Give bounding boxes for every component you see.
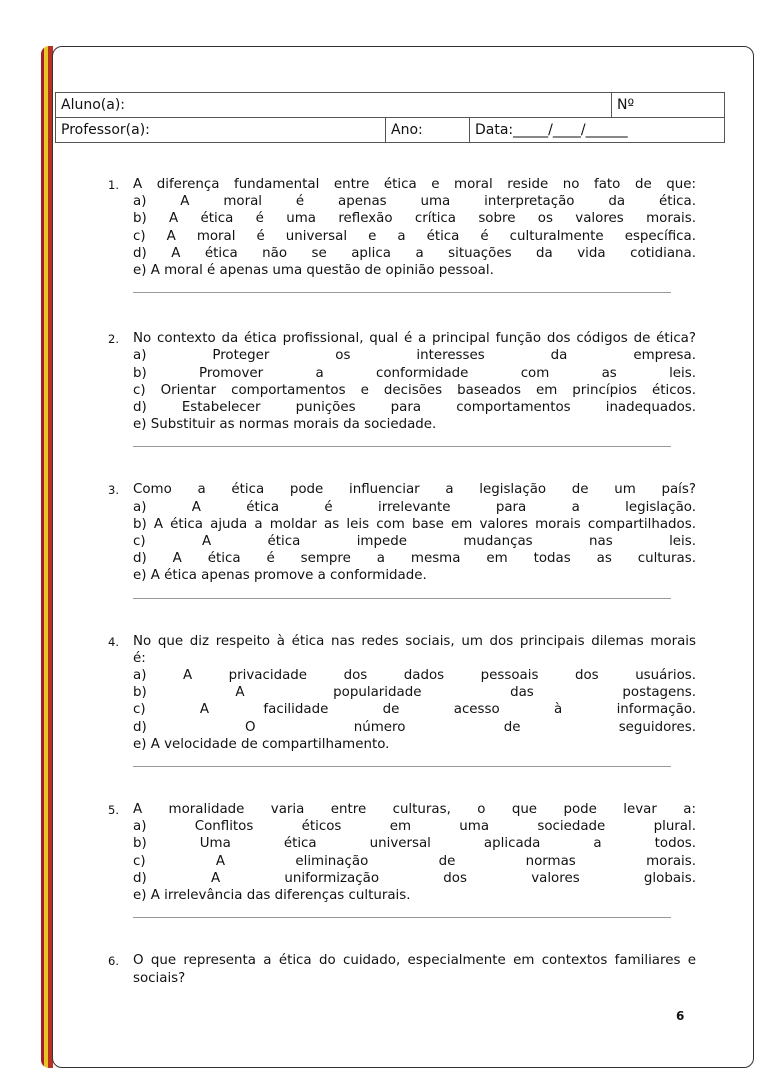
answer-option[interactable]: b) A ética ajuda a moldar as leis com base em valores morais compartilhados. [133,516,696,532]
answer-option[interactable]: e) A moral é apenas uma questão de opinião pessoal. [133,263,494,279]
answer-option[interactable]: a) A privacidade dos dados pessoais dos usuários. [133,668,696,684]
answer-option[interactable]: a) Proteger os interesses da empresa. [133,348,696,364]
answer-option[interactable]: b) A ética é uma reflexão crítica sobre os valores morais. [133,211,696,227]
answer-option[interactable]: c) A ética impede mudanças nas leis. [133,534,696,550]
answer-option[interactable]: e) A ética apenas promove a conformidade. [133,568,427,584]
answer-option[interactable]: d) Estabelecer punições para comportamentos inadequados. [133,400,696,416]
date-field[interactable]: Data:_____/____/______ [470,118,725,143]
answer-line [133,917,671,918]
answer-option[interactable]: e) Substituir as normas morais da sociedade. [133,417,437,433]
answer-option[interactable]: d) A uniformização dos valores globais. [133,870,696,886]
answer-line [133,766,671,767]
question-body [133,330,696,433]
answer-option[interactable]: c) A moral é universal e a ética é culturalmente específica. [133,228,696,244]
question-stem: Como a ética pode influenciar a legislação de um país? [133,482,696,498]
answer-option[interactable]: d) A ética é sempre a mesma em todas as culturas. [133,551,696,567]
page-number: 6 [676,1009,685,1023]
question-3 [108,481,696,598]
student-field[interactable]: Aluno(a): [56,93,612,118]
answer-line [133,598,671,599]
question-number: 3. [108,483,119,498]
answer-option[interactable]: e) A irrelevância das diferenças culturais. [133,888,411,904]
question-body [133,481,696,584]
question-number: 1. [108,178,119,192]
question-number: 5. [108,803,119,818]
answer-option[interactable]: e) A velocidade de compartilhamento. [133,736,390,752]
question-2 [108,330,696,447]
question-stem: No contexto da ética profissional, qual é a principal função dos códigos de ética? [133,331,696,347]
student-row [56,93,725,118]
question-5 [108,801,696,918]
question-6 [108,952,696,986]
number-field[interactable]: Nº [612,93,725,118]
answer-line [133,292,671,293]
question-body [133,952,696,986]
question-stem: A moralidade varia entre culturas, o que pode levar a: [133,802,696,818]
answer-option[interactable]: c) A facilidade de acesso à informação. [133,702,696,718]
question-body [133,633,696,753]
year-field[interactable]: Ano: [386,118,470,143]
answer-option[interactable]: b) Uma ética universal aplicada a todos. [133,836,696,852]
question-stem: sociais? [133,970,186,986]
question-body [133,801,696,904]
header-table [55,92,725,143]
question-1 [108,176,696,293]
question-number: 6. [108,954,119,969]
teacher-row [56,118,725,143]
answer-option[interactable]: a) A moral é apenas uma interpretação da ética. [133,194,696,210]
question-body [133,176,696,279]
answer-option[interactable]: d) O número de seguidores. [133,719,696,735]
question-stem: No que diz respeito à ética nas redes sociais, um dos principais dilemas morais [133,633,696,649]
question-number: 4. [108,634,119,649]
answer-option[interactable]: b) A popularidade das postagens. [133,685,696,701]
question-stem: é: [133,650,146,666]
question-stem: A diferença fundamental entre ética e moral reside no fato de que: [133,177,696,192]
questions-list [108,176,696,987]
answer-line [133,446,671,447]
answer-option[interactable]: b) Promover a conformidade com as leis. [133,365,696,381]
answer-option[interactable]: c) A eliminação de normas morais. [133,853,696,869]
answer-option[interactable]: a) A ética é irrelevante para a legislação. [133,499,696,515]
question-number: 2. [108,332,119,347]
question-4 [108,633,696,767]
question-stem: O que representa a ética do cuidado, especialmente em contextos familiares e [133,953,696,969]
answer-option[interactable]: c) Orientar comportamentos e decisões baseados em princípios éticos. [133,382,696,398]
answer-option[interactable]: d) A ética não se aplica a situações da vida cotidiana. [133,245,696,261]
teacher-field[interactable]: Professor(a): [56,118,386,143]
answer-option[interactable]: a) Conflitos éticos em uma sociedade plural. [133,819,696,835]
